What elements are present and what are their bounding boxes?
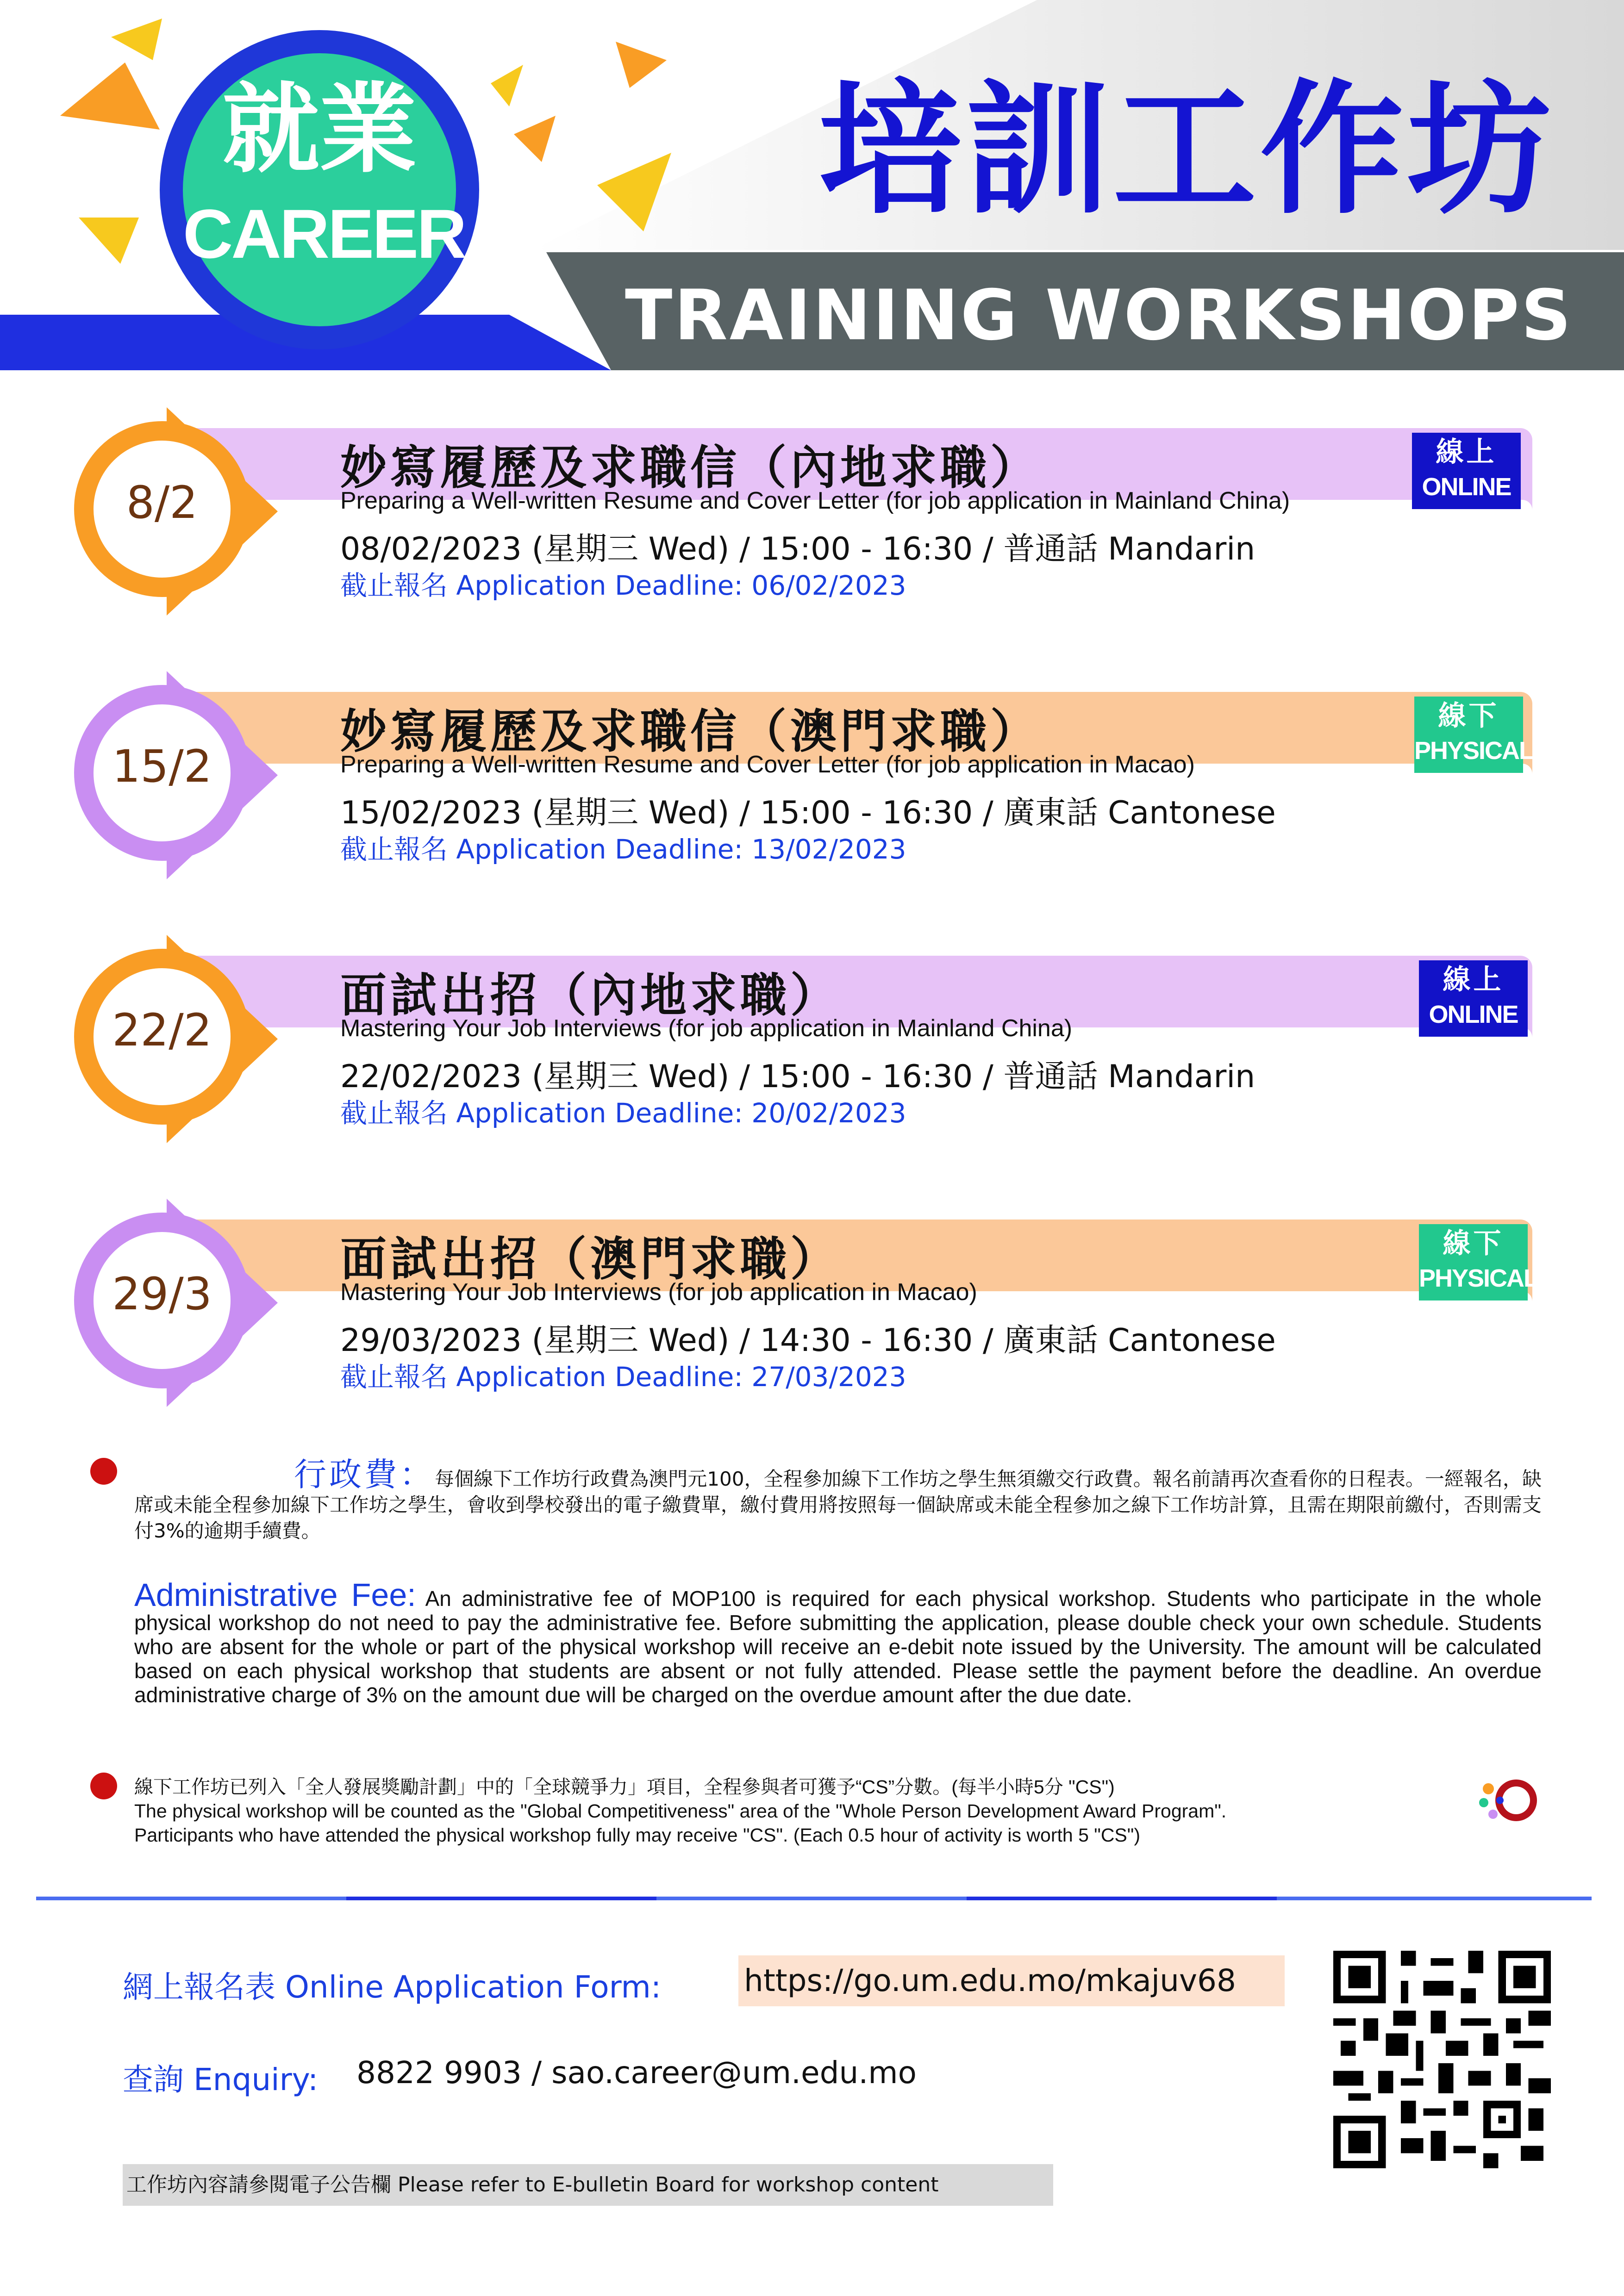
online-badge (1412, 433, 1521, 509)
workshop-title-zh: 面試出招（澳門求職） (340, 1232, 840, 1286)
logo-text-en: CAREER (183, 195, 465, 273)
cs-note-en-2: Participants who have attended the physical workshop fully may receive "CS". (Each 0.5 hour of activity is worth 5 "CS") (134, 1824, 1140, 1846)
workshop-card (0, 1194, 1624, 1425)
footer-note: 工作坊內容請參閱電子公告欄 Please refer to E-bulletin Board for workshop content (123, 2164, 1053, 2206)
physical-badge (1419, 1224, 1538, 1300)
online-badge (1419, 960, 1528, 1037)
badge-zh: 線上 (1436, 436, 1497, 468)
red-bullet-icon (90, 1458, 117, 1485)
workshop-title-zh: 妙寫履歷及求職信（內地求職） (340, 441, 1040, 495)
cs-note (134, 1775, 1477, 1847)
workshop-date: 15/2 (112, 740, 212, 792)
workshop-schedule: 22/02/2023 (星期三 Wed) / 15:00 - 16:30 / 普通話 Mandarin (340, 1058, 1255, 1095)
admin-fee-body-zh: 每個線下工作坊行政費為澳門元100，全程參加線下工作坊之學生無須繳交行政費。報名前請再次查看你的日程表。一經報名，缺席或未能全程參加線下工作坊之學生，會收到學校發出的電子繳費單，繳付費用將按照每一個缺席或未能全程參加之線下工作坊計算，且需在期限前繳付，否則需支付3%的逾期手續費。 (134, 1468, 1542, 1542)
logo-text-zh: 就業 (222, 73, 417, 186)
award-logo-icon (1470, 1775, 1544, 1826)
workshop-deadline: 截止報名 Application Deadline: 27/03/2023 (340, 1361, 906, 1393)
badge-en: PHYSICAL (1419, 1264, 1538, 1292)
badge-zh: 線下 (1443, 1227, 1504, 1260)
page-title-en: TRAINING WORKSHOPS (625, 275, 1573, 356)
workshop-date: 22/2 (112, 1004, 212, 1056)
workshop-deadline: 截止報名 Application Deadline: 06/02/2023 (340, 570, 906, 601)
badge-en: ONLINE (1429, 1001, 1518, 1028)
workshop-schedule: 29/03/2023 (星期三 Wed) / 14:30 - 16:30 / 廣東話 Cantonese (340, 1322, 1276, 1359)
workshop-card (0, 930, 1624, 1162)
workshop-title-en: Mastering Your Job Interviews (for job application in Mainland China) (340, 1015, 1073, 1042)
admin-fee-label-zh: 行政費： (294, 1456, 435, 1493)
badge-en: ONLINE (1422, 473, 1511, 501)
cs-note-zh: 線下工作坊已列入「全人發展獎勵計劃」中的「全球競爭力」項目，全程參與者可獲予“CS”分數。(每半小時5分 "CS") (134, 1776, 1115, 1798)
workshop-card (0, 403, 1624, 634)
workshop-date: 29/3 (112, 1268, 212, 1320)
admin-fee-text-zh (134, 1456, 1542, 1544)
enquiry-contact[interactable]: 8822 9903 / sao.career@um.edu.mo (356, 2055, 917, 2091)
admin-fee-label-en: Administrative Fee: (134, 1577, 416, 1613)
application-form-link[interactable]: https://go.um.edu.mo/mkajuv68 (738, 1955, 1285, 2006)
workshop-card (0, 666, 1624, 898)
workshop-title-en: Preparing a Well-written Resume and Cover Letter (for job application in Mainland China) (340, 487, 1290, 514)
enquiry-label: 查詢 Enquiry: (123, 2062, 319, 2097)
workshop-deadline: 截止報名 Application Deadline: 13/02/2023 (340, 834, 906, 865)
red-bullet-icon (90, 1773, 117, 1799)
workshop-schedule: 08/02/2023 (星期三 Wed) / 15:00 - 16:30 / 普通話 Mandarin (340, 531, 1255, 567)
workshop-title-en: Preparing a Well-written Resume and Cover Letter (for job application in Macao) (340, 751, 1195, 778)
badge-zh: 線下 (1438, 700, 1499, 732)
qr-code-icon[interactable] (1333, 1951, 1551, 2168)
workshop-deadline: 截止報名 Application Deadline: 20/02/2023 (340, 1097, 906, 1129)
workshop-title-en: Mastering Your Job Interviews (for job application in Macao) (340, 1279, 977, 1306)
application-form-label: 網上報名表 Online Application Form: (123, 1969, 662, 2005)
badge-en: PHYSICAL (1414, 737, 1534, 765)
workshop-date: 8/2 (126, 477, 198, 529)
badge-zh: 線上 (1443, 964, 1504, 996)
workshop-schedule: 15/02/2023 (星期三 Wed) / 15:00 - 16:30 / 廣東話 Cantonese (340, 795, 1276, 831)
admin-fee-text-en (134, 1577, 1542, 1707)
physical-badge (1414, 697, 1534, 773)
workshop-title-zh: 面試出招（內地求職） (340, 968, 840, 1022)
workshop-title-zh: 妙寫履歷及求職信（澳門求職） (340, 704, 1040, 759)
cs-note-en-1: The physical workshop will be counted as the "Global Competitiveness" area of the "Whole Person Development Award Program". (134, 1800, 1227, 1822)
section-divider (36, 1897, 1592, 1900)
page-title-zh: 培訓工作坊 (818, 67, 1555, 234)
admin-fee-body-en: An administrative fee of MOP100 is required for each physical workshop. Students who participate in the whole physical workshop do not need to pay the administrative fee. Before submitting the application, please double check your own schedule. Students who are absent for the whole or part of the physical workshop will receive an e-debit note issued by the University. The amount will be calculated based on each physical workshop that students are absent or not fully attended. Please settle the payment before the deadline. An overdue administrative charge of 3% on the amount due will be charged on the overdue amount after the due date. (134, 1587, 1542, 1707)
